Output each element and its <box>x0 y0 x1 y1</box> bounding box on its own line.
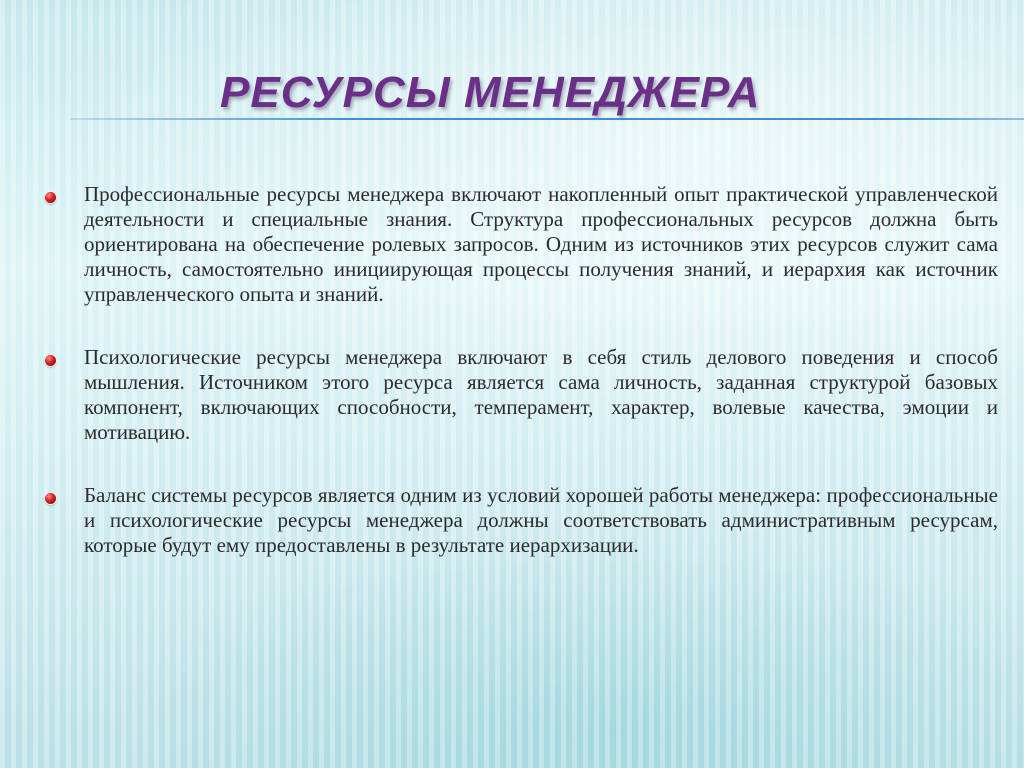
list-item <box>40 483 998 558</box>
list-item-text: Профессиональные ресурсы менеджера включают накопленный опыт практической управленческой деятельности и специальные знания. Структура профессиональных ресурсов должна быть ориентирована на обеспечение ролевых запросов. Одним из источников этих ресурсов служит сама личность, самостоятельно инициирующая процессы получения знаний, и иерархия как источник управленческого опыта и знаний. <box>84 182 998 306</box>
list-item-text: Психологические ресурсы менеджера включают в себя стиль делового поведения и способ мышления. Источником этого ресурса является сама личность, заданная структурой базовых компонент, включающих способности, темперамент, характер, волевые качества, эмоции и мотивацию. <box>84 345 998 444</box>
red-sphere-bullet-icon <box>45 192 56 203</box>
title-divider <box>70 118 1024 120</box>
slide-title: РЕСУРСЫ МЕНЕДЖЕРА <box>220 68 761 117</box>
red-sphere-bullet-icon <box>45 355 56 366</box>
list-item <box>40 345 998 445</box>
red-sphere-bullet-icon <box>45 493 56 504</box>
list-item <box>40 182 998 307</box>
list-item-text: Баланс системы ресурсов является одним из условий хорошей работы менеджера: профессиональные и психологические ресурсы менеджера должны соответствовать административным ресурсам, которые будут ему предоставлены в результате иерархизации. <box>84 483 998 557</box>
bullet-list <box>40 182 998 596</box>
